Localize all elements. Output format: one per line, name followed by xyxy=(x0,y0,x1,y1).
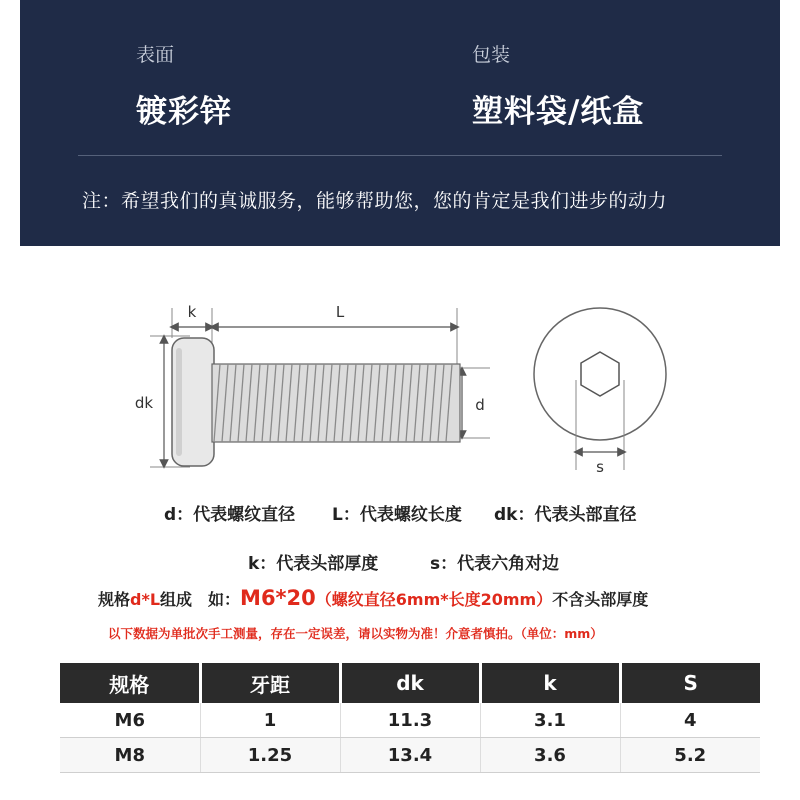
legend-dk: dk：代表头部直径 xyxy=(494,505,637,525)
spec-formula: d*L xyxy=(130,590,161,609)
banner-divider xyxy=(78,155,722,156)
label-k: k xyxy=(187,303,197,321)
banner-note: 注：希望我们的真诚服务，能够帮助您，您的肯定是我们进步的动力 xyxy=(82,190,668,212)
legend-s: s：代表六角对边 xyxy=(430,554,560,574)
cell-dk: 11.3 xyxy=(340,703,480,738)
cell-k: 3.1 xyxy=(480,703,620,738)
header-pitch: 牙距 xyxy=(200,663,340,703)
spec-prefix: 规格 xyxy=(98,590,131,609)
cell-pitch: 1.25 xyxy=(200,738,340,773)
table-header-row xyxy=(60,663,760,703)
package-label: 包装 xyxy=(472,44,511,66)
header-k: k xyxy=(480,663,620,703)
spec-suffix: 不含头部厚度 xyxy=(552,590,649,609)
spec-table xyxy=(60,663,760,773)
measurement-warning: 以下数据为单批次手工测量，存在一定误差，请以实物为准！介意者慎拍。（单位：mm） xyxy=(108,626,603,641)
cell-s: 5.2 xyxy=(620,738,760,773)
header-spec: 规格 xyxy=(60,663,200,703)
spec-example: M6*20 xyxy=(240,586,316,610)
legend-d: d：代表螺纹直径 xyxy=(164,505,296,525)
header-s: S xyxy=(620,663,760,703)
header-banner xyxy=(20,0,780,246)
cell-spec: M6 xyxy=(60,703,200,738)
table-row xyxy=(60,703,760,738)
legend-L: L：代表螺纹长度 xyxy=(332,505,462,525)
legend-k: k：代表头部厚度 xyxy=(248,554,379,574)
package-value: 塑料袋/纸盒 xyxy=(472,94,645,130)
spec-composition-note xyxy=(98,586,648,610)
spec-detail: （螺纹直径6mm*长度20mm） xyxy=(315,590,553,609)
cell-spec: M8 xyxy=(60,738,200,773)
label-dk: dk xyxy=(134,394,154,412)
cell-pitch: 1 xyxy=(200,703,340,738)
table-row xyxy=(60,738,760,773)
cell-dk: 13.4 xyxy=(340,738,480,773)
label-L: L xyxy=(335,303,345,321)
surface-label: 表面 xyxy=(136,44,175,66)
surface-value: 镀彩锌 xyxy=(136,94,232,130)
label-s: s xyxy=(596,458,604,476)
spec-middle: 组成 如： xyxy=(160,590,241,609)
screw-diagram xyxy=(0,260,800,500)
header-dk: dk xyxy=(340,663,480,703)
cell-s: 4 xyxy=(620,703,760,738)
label-d: d xyxy=(475,396,485,414)
cell-k: 3.6 xyxy=(480,738,620,773)
